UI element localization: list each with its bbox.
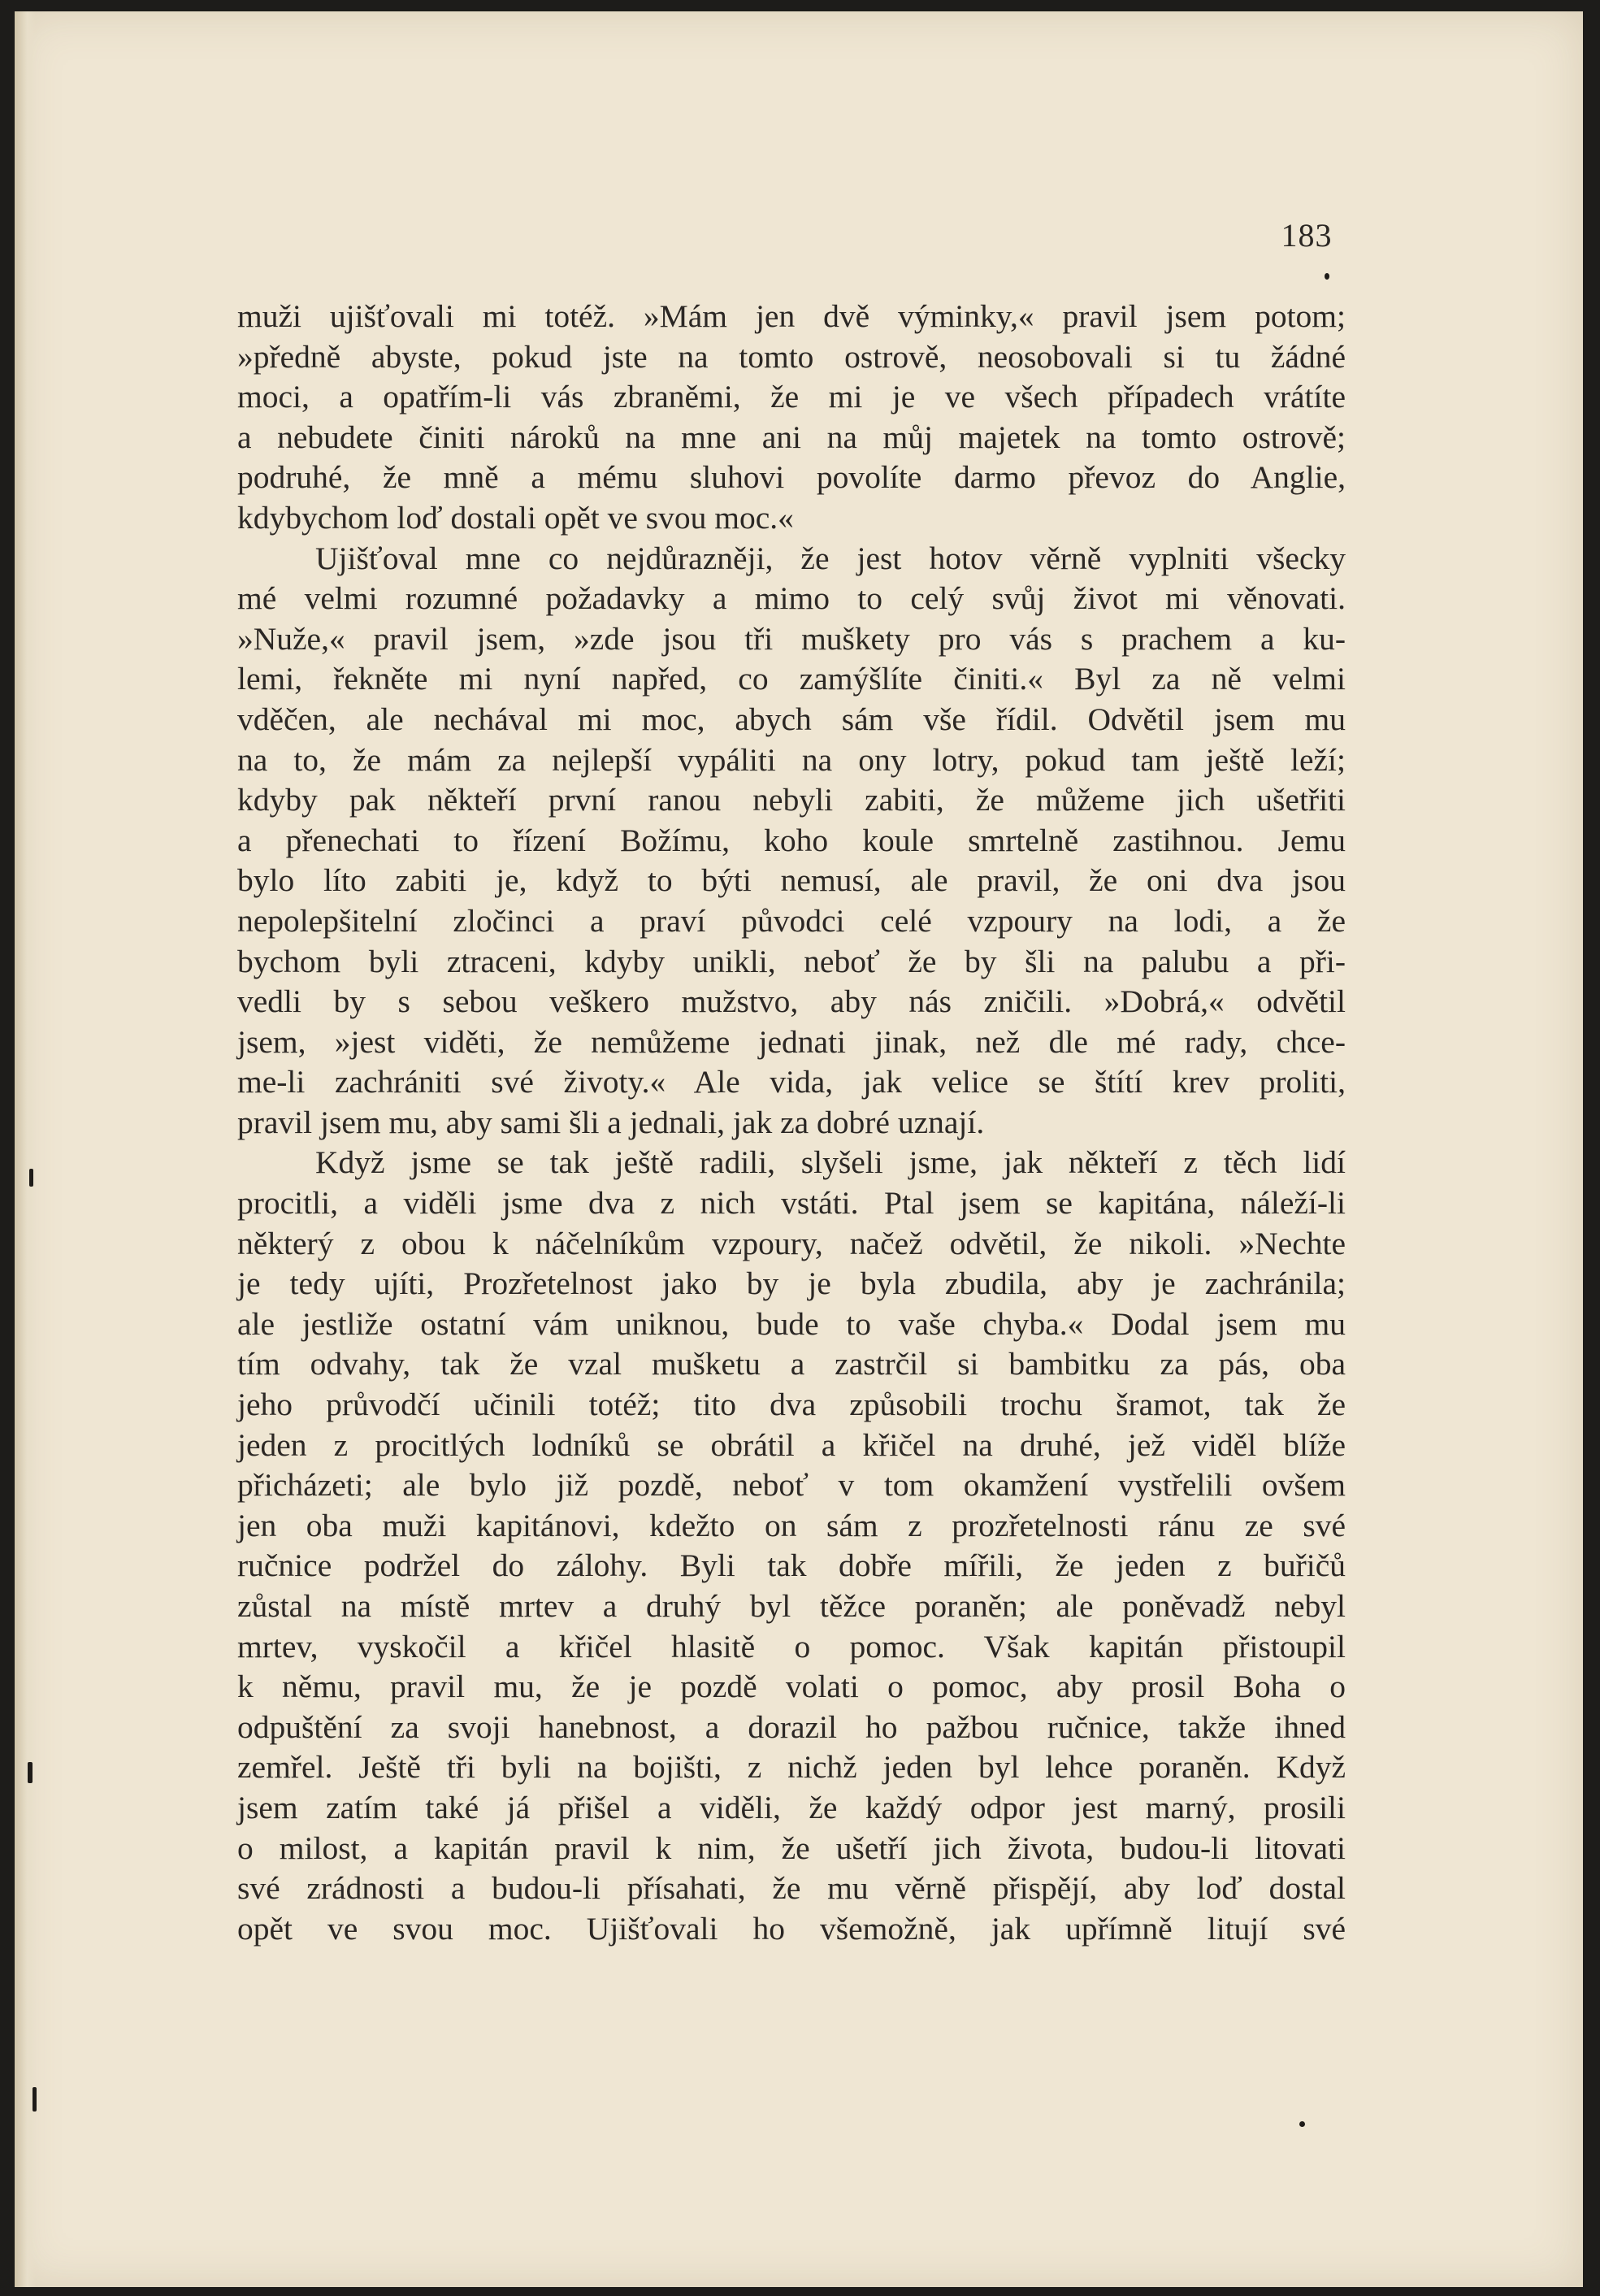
text-line: lemi, řekněte mi nyní napřed, co zamýšlíte činiti.« Byl za ně velmi (237, 661, 1346, 697)
text-line: o milost, a kapitán pravil k nim, že ušetří jich života, budou-li litovati (237, 1829, 1346, 1866)
text-line: ručnice podržel do zálohy. Byli tak dobře mířili, že jeden z buřičů (237, 1547, 1346, 1584)
text-line: jsem, »jest viděti, že nemůžeme jednati jinak, než dle mé rady, chce- (237, 1023, 1346, 1060)
text-line: mé velmi rozumné požadavky a mimo to celý svůj život mi věnovati. (237, 580, 1346, 617)
text-line: přicházeti; ale bylo již pozdě, neboť v tom okamžení vystřelili ovšem (237, 1467, 1346, 1504)
text-line: kdybychom loď dostali opět ve svou moc.« (237, 499, 794, 536)
text-line: »předně abyste, pokud jste na tomto ostrově, neosobovali si tu žádné (237, 338, 1346, 375)
text-line: tím odvahy, tak že vzal mušketu a zastrčil si bambitku za pás, oba (237, 1346, 1346, 1382)
ink-speck (1325, 273, 1329, 280)
text-line: své zrádnosti a budou-li přísahati, že mu věrně přispějí, aby loď dostal (237, 1870, 1346, 1907)
ink-speck (33, 2087, 37, 2112)
body-text (237, 297, 1346, 1949)
text-line: jeden z procitlých lodníků se obrátil a křičel na druhé, jež viděl blíže (237, 1426, 1346, 1463)
text-line: pravil jsem mu, aby sami šli a jednali, jak za dobré uznají. (237, 1104, 985, 1140)
text-line: ale jestliže ostatní vám uniknou, bude to vaše chyba.« Dodal jsem mu (237, 1305, 1346, 1342)
page-number: 183 (1281, 217, 1333, 254)
text-line: jen oba muži kapitánovi, kdežto on sám z prozřetelnosti ránu ze své (237, 1507, 1346, 1543)
text-line: bylo líto zabiti je, když to býti nemusí, ale pravil, že oni dva jsou (237, 862, 1346, 899)
text-line: vděčen, ale nechával mi moc, abych sám vše řídil. Odvětil jsem mu (237, 701, 1346, 737)
text-line: zůstal na místě mrtev a druhý byl těžce poraněn; ale poněvadž nebyl (237, 1588, 1346, 1624)
text-line: me-li zachrániti své životy.« Ale vida, jak velice se štítí krev proliti, (237, 1064, 1346, 1100)
text-line: kdyby pak někteří první ranou nebyli zabiti, že můžeme jich ušetřiti (237, 782, 1346, 818)
text-line: procitli, a viděli jsme dva z nich vstáti. Ptal jsem se kapitána, náleží-li (237, 1185, 1346, 1222)
text-line: odpuštění za svoji hanebnost, a dorazil ho pažbou ručnice, takže ihned (237, 1708, 1346, 1745)
text-line: Když jsme se tak ještě radili, slyšeli jsme, jak někteří z těch lidí (315, 1144, 1346, 1181)
text-line: moci, a opatřím-li vás zbraněmi, že mi je ve všech případech vrátíte (237, 379, 1346, 415)
text-line: bychom byli ztraceni, kdyby unikli, neboť že by šli na palubu a při- (237, 943, 1346, 979)
text-line: je tedy ujíti, Prozřetelnost jako by je byla zbudila, aby je zachránila; (237, 1265, 1346, 1302)
text-line: vedli by s sebou veškero mužstvo, aby nás zničili. »Dobrá,« odvětil (237, 983, 1346, 1020)
text-line: a nebudete činiti nároků na mne ani na můj majetek na tomto ostrově; (237, 419, 1346, 455)
text-line: a přenechati to řízení Božímu, koho koule smrtelně zastihnou. Jemu (237, 822, 1346, 858)
text-line: podruhé, že mně a mému sluhovi povolíte darmo převoz do Anglie, (237, 459, 1346, 496)
ink-speck (1299, 2121, 1305, 2127)
text-line: zemřel. Ještě tři byli na bojišti, z nichž jeden byl lehce poraněn. Když (237, 1749, 1346, 1786)
text-line: muži ujišťovali mi totéž. »Mám jen dvě výminky,« pravil jsem potom; (237, 298, 1346, 334)
ink-speck (29, 1169, 33, 1187)
page-binding-edge (15, 11, 36, 2287)
text-line: některý z obou k náčelníkům vzpoury, načež odvětil, že nikoli. »Nechte (237, 1225, 1346, 1261)
text-line: k němu, pravil mu, že je pozdě volati o pomoc, aby prosil Boha o (237, 1669, 1346, 1705)
text-line: opět ve svou moc. Ujišťovali ho všemožně, jak upřímně litují své (237, 1910, 1346, 1947)
text-line: na to, že mám za nejlepší vypáliti na ony lotry, pokud tam ještě leží; (237, 741, 1346, 778)
text-line: jeho průvodčí učinili totéž; tito dva způsobili trochu šramot, tak že (237, 1387, 1346, 1423)
text-line: mrtev, vyskočil a křičel hlasitě o pomoc. Však kapitán přistoupil (237, 1628, 1346, 1664)
text-line: »Nuže,« pravil jsem, »zde jsou tři muškety pro vás s prachem a ku- (237, 620, 1346, 657)
text-line: jsem zatím také já přišel a viděli, že každý odpor jest marný, prosili (237, 1789, 1346, 1825)
text-line: nepolepšitelní zločinci a praví původci celé vzpoury na lodi, a že (237, 902, 1346, 939)
text-line: Ujišťoval mne co nejdůrazněji, že jest hotov věrně vyplniti všecky (315, 540, 1346, 576)
ink-speck (28, 1762, 33, 1783)
